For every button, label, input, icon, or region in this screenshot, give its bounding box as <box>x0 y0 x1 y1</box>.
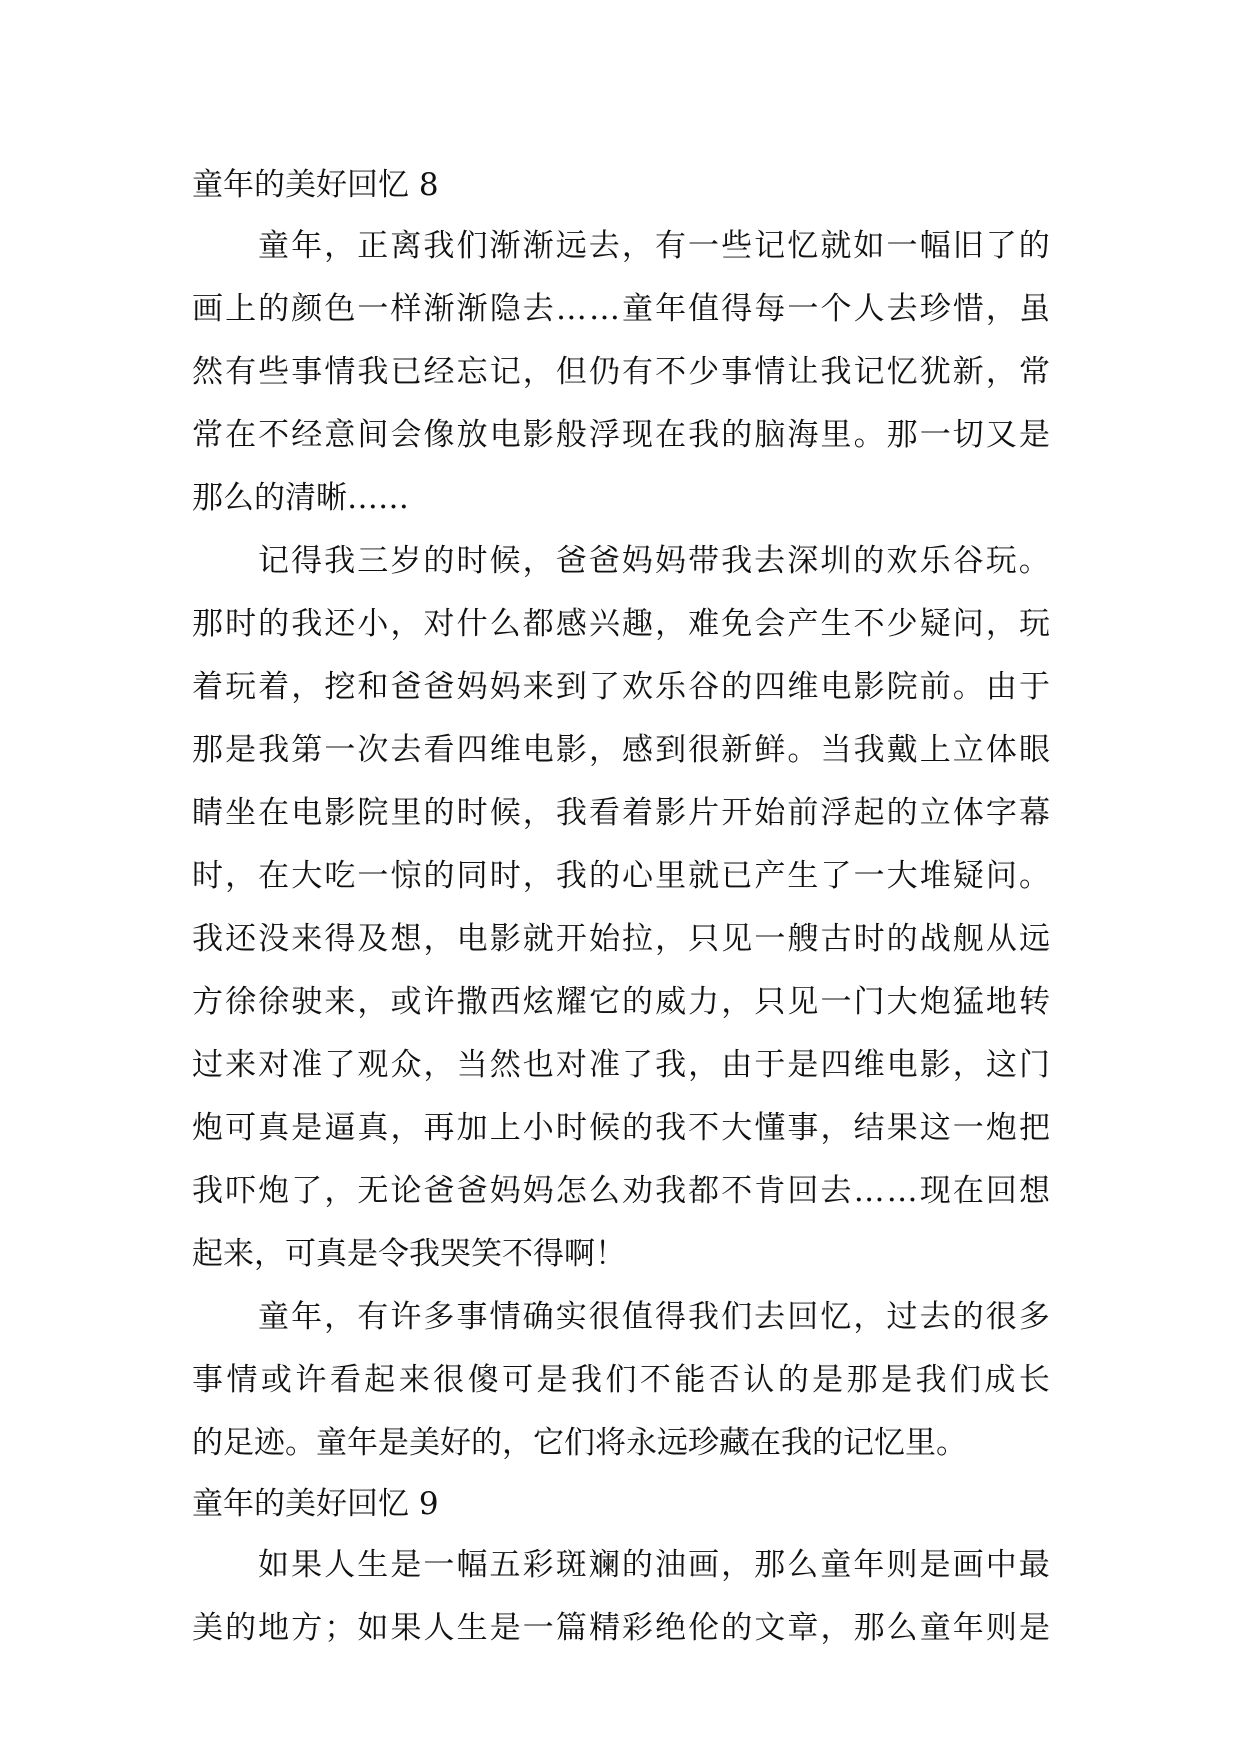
paragraph-line: 那么的清晰…… <box>192 480 409 516</box>
paragraph-line: 事 情 或 许 看 起 来 很 傻 可 是 我 们 不 能 否 认 的 是 那 是 我 们 成 长 <box>192 1362 1050 1398</box>
paragraph-line: 童 年 ， 正 离 我 们 渐 渐 远 去 ， 有 一 些 记 忆 就 如 一 幅 旧 了 的 <box>258 228 1050 264</box>
paragraph-line: 着 玩 着 ， 挖 和 爸 爸 妈 妈 来 到 了 欢 乐 谷 的 四 维 电 影 院 前 。 由 于 <box>192 669 1050 705</box>
paragraph-line: 然 有 些 事 情 我 已 经 忘 记 ， 但 仍 有 不 少 事 情 让 我 记 忆 犹 新 ， 常 <box>192 354 1050 390</box>
paragraph-line: 起来，可真是令我哭笑不得啊！ <box>192 1236 626 1272</box>
paragraph-line: 画 上 的 颜 色 一 样 渐 渐 隐 去 … … 童 年 值 得 每 一 个 人 去 珍 惜 ， 虽 <box>192 291 1050 327</box>
paragraph-line: 睛 坐 在 电 影 院 里 的 时 候 ， 我 看 着 影 片 开 始 前 浮 起 的 立 体 字 幕 <box>192 795 1050 831</box>
paragraph-line: 那 时 的 我 还 小 ， 对 什 么 都 感 兴 趣 ， 难 免 会 产 生 不 少 疑 问 ， 玩 <box>192 606 1050 642</box>
paragraph-line: 那 是 我 第 一 次 去 看 四 维 电 影 ， 感 到 很 新 鲜 。 当 我 戴 上 立 体 眼 <box>192 732 1050 768</box>
paragraph-line: 炮 可 真 是 逼 真 ， 再 加 上 小 时 候 的 我 不 大 懂 事 ， 结 果 这 一 炮 把 <box>192 1110 1050 1146</box>
paragraph-line: 我 还 没 来 得 及 想 ， 电 影 就 开 始 拉 ， 只 见 一 艘 古 时 的 战 舰 从 远 <box>192 921 1050 957</box>
paragraph-line: 记 得 我 三 岁 的 时 候 ， 爸 爸 妈 妈 带 我 去 深 圳 的 欢 乐 谷 玩 。 <box>258 543 1050 579</box>
paragraph-line: 过 来 对 准 了 观 众 ， 当 然 也 对 准 了 我 ， 由 于 是 四 维 电 影 ， 这 门 <box>192 1047 1050 1083</box>
paragraph-line: 的足迹。童年是美好的，它们将永远珍藏在我的记忆里。 <box>192 1425 967 1461</box>
paragraph-line: 常 在 不 经 意 间 会 像 放 电 影 般 浮 现 在 我 的 脑 海 里 。 那 一 切 又 是 <box>192 417 1050 453</box>
paragraph-line: 如 果 人 生 是 一 幅 五 彩 斑 斓 的 油 画 ， 那 么 童 年 则 是 画 中 最 <box>258 1547 1050 1583</box>
paragraph-line: 方 徐 徐 驶 来 ， 或 许 撒 西 炫 耀 它 的 威 力 ， 只 见 一 门 大 炮 猛 地 转 <box>192 984 1050 1020</box>
paragraph-line: 时 ， 在 大 吃 一 惊 的 同 时 ， 我 的 心 里 就 已 产 生 了 一 大 堆 疑 问 。 <box>192 858 1050 894</box>
paragraph-line: 童 年 ， 有 许 多 事 情 确 实 很 值 得 我 们 去 回 忆 ， 过 去 的 很 多 <box>258 1299 1050 1335</box>
section-title: 童年的美好回忆 8 <box>192 167 439 203</box>
paragraph-line: 美 的 地 方 ； 如 果 人 生 是 一 篇 精 彩 绝 伦 的 文 章 ， 那 么 童 年 则 是 <box>192 1610 1050 1646</box>
section-title: 童年的美好回忆 9 <box>192 1486 439 1522</box>
document-body <box>192 156 1050 1660</box>
paragraph-line: 我 吓 炮 了 ， 无 论 爸 爸 妈 妈 怎 么 劝 我 都 不 肯 回 去 … … 现 在 回 想 <box>192 1173 1050 1209</box>
